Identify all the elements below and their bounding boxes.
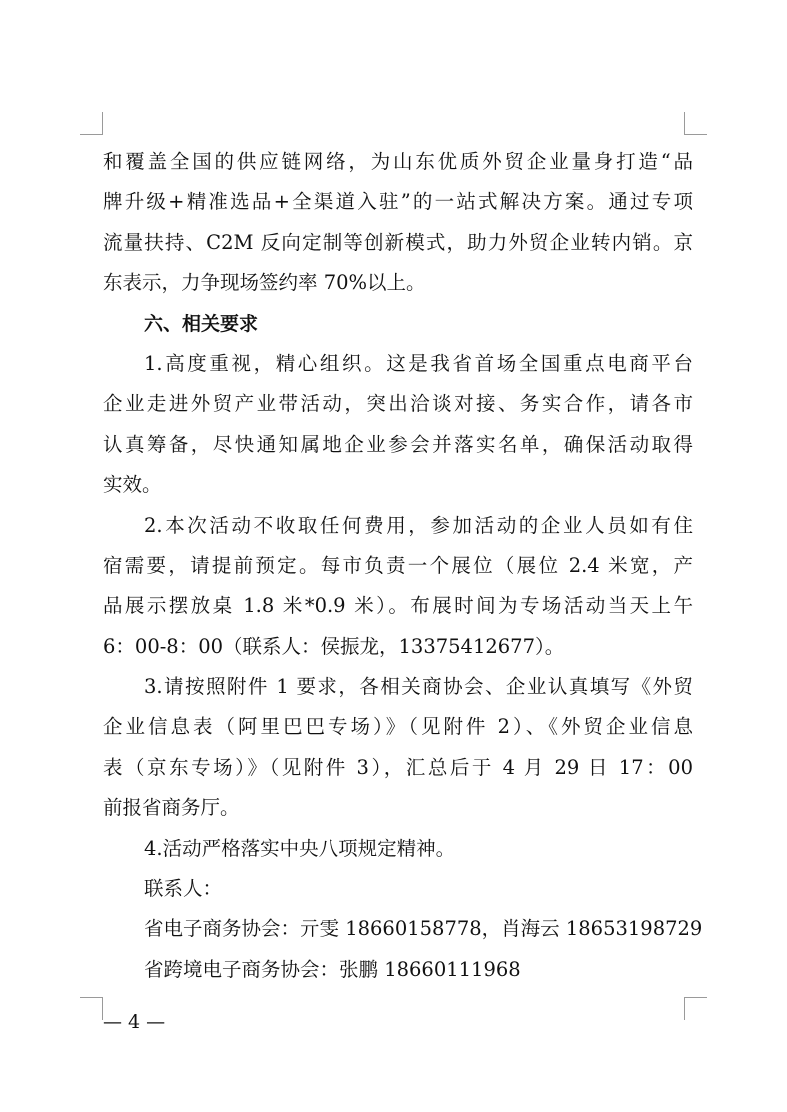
page-number: — 4 — [103, 1011, 166, 1033]
paragraph-line: 3.请按照附件 1 要求，各相关商协会、企业认真填写《外贸 [144, 675, 693, 699]
paragraph-line: 实效。 [103, 473, 162, 497]
crop-mark-top-left [80, 112, 103, 135]
crop-mark-top-right [684, 112, 707, 135]
contact-line: 省电子商务协会：亓雯 18660158778，肖海云 18653198729 [144, 917, 703, 941]
crop-mark-bottom-right [684, 997, 707, 1020]
paragraph-line: 表（京东专场）》（见附件 3），汇总后于 4 月 29 日 17：00 [103, 755, 693, 779]
crop-mark-bottom-left [80, 997, 103, 1020]
paragraph-line: 企业信息表（阿里巴巴专场）》（见附件 2）、《外贸企业信息 [103, 715, 693, 739]
paragraph-line: 企业走进外贸产业带活动，突出洽谈对接、务实合作，请各市 [103, 392, 693, 416]
paragraph-line: 品展示摆放桌 1.8 米*0.9 米）。布展时间为专场活动当天上午 [103, 594, 693, 618]
section-heading: 六、相关要求 [144, 312, 259, 335]
paragraph-line: 东表示，力争现场签约率 70%以上。 [103, 271, 426, 295]
contact-line: 省跨境电子商务协会：张鹏 18660111968 [144, 957, 521, 981]
paragraph-line: 2.本次活动不收取任何费用，参加活动的企业人员如有住 [144, 513, 693, 537]
paragraph-line: 牌升级+精准选品+全渠道入驻”的一站式解决方案。通过专项 [103, 190, 693, 214]
paragraph-line: 认真筹备，尽快通知属地企业参会并落实名单，确保活动取得 [103, 432, 693, 456]
paragraph-line: 流量扶持、C2M 反向定制等创新模式，助力外贸企业转内销。京 [103, 230, 693, 254]
paragraph-line: 和覆盖全国的供应链网络，为山东优质外贸企业量身打造“品 [103, 150, 693, 173]
paragraph-line: 1.高度重视，精心组织。这是我省首场全国重点电商平台 [144, 351, 693, 375]
document-body [103, 142, 703, 990]
paragraph-line: 6：00-8：00（联系人：侯振龙，13375412677）。 [103, 634, 565, 658]
paragraph-line: 宿需要，请提前预定。每市负责一个展位（展位 2.4 米宽，产 [103, 553, 693, 577]
contact-label: 联系人： [144, 877, 223, 901]
paragraph-line: 4.活动严格落实中央八项规定精神。 [144, 836, 456, 860]
paragraph-line: 前报省商务厅。 [103, 796, 240, 820]
